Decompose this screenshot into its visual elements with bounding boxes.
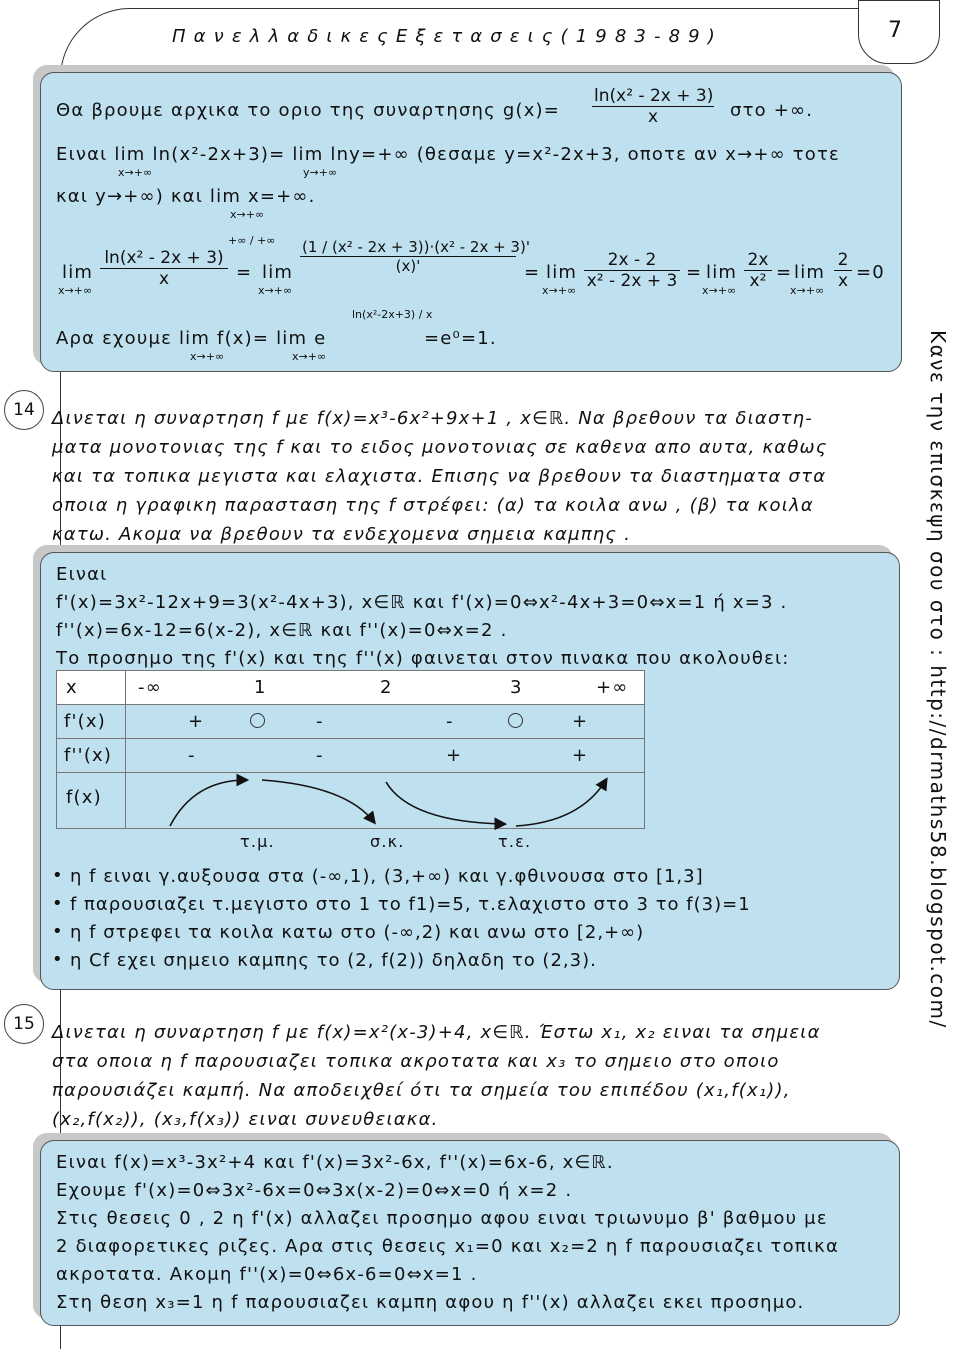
zero-marker-3 — [508, 713, 523, 728]
box1-line5-sub2: x→+∞ — [292, 350, 327, 363]
box3-line-1: Ειναι f(x)=x³-3x²+4 και f'(x)=3x²-6x, f''(x)=6x-6, x∈ℝ. — [56, 1152, 614, 1173]
box3-line-3: Στις θεσεις 0 , 2 η f'(x) αλλαζει προσημο αφου ειναι τριωνυμο β' βαθμου με — [56, 1208, 828, 1229]
point-label-inflection: σ.κ. — [370, 832, 405, 851]
side-url-text: Κανε την επισκεψη σου στο : http://drmaths58.blogspot.com/ — [926, 330, 950, 1029]
q15-line-3: παρουσιάζει καμπή. Να αποδειχθεί ότι τα σημεία του επιπέδου (x₁,f(x₁)), — [52, 1080, 791, 1101]
equals-3: = — [686, 262, 703, 283]
monotonicity-arrows — [124, 772, 644, 832]
q14-line-1: Δινεται η συναρτηση f με f(x)=x³-6x²+9x+1 , x∈ℝ. Να βρεθουν τα διαστη- — [52, 408, 813, 429]
box1-line1-end: στο +∞. — [730, 100, 814, 121]
f1-sign: + — [188, 711, 205, 732]
table-label-f1: f'(x) — [64, 711, 106, 732]
conclusion-bullet-4: • η Cf εχει σημειο καμπης το (2, f(2)) δηλαδη το (2,3). — [70, 950, 597, 971]
table-x-value: 1 — [254, 677, 267, 698]
box1-line3: και y→+∞) και lim x=+∞. — [56, 186, 316, 207]
box3-line-2: Εχουμε f'(x)=0⇔3x²-6x=0⇔3x(x-2)=0⇔x=0 ή x=2 . — [56, 1180, 573, 1201]
box3-line-6: Στη θεση x₃=1 η f παρουσιαζει καμπη αφου η f''(x) αλλαζει εκει προσημο. — [56, 1292, 805, 1313]
q15-line-2: στα οποια η f παρουσιαζει τοπικα ακροτατα και x₃ το σημειο στο οποιο — [52, 1051, 780, 1072]
limit-1: lim — [62, 262, 94, 283]
increasing-concave-up-arrow — [516, 780, 606, 826]
hopital-tag: +∞ / +∞ — [228, 234, 276, 247]
q15-line-4: (x₂,f(x₂)), (x₃,f(x₃)) ειναι συνευθειακα. — [52, 1109, 439, 1130]
box1-line2-sub1: x→+∞ — [118, 166, 153, 179]
box3-line-5: ακροτατα. Ακομη f''(x)=0⇔6x-6=0⇔x=1 . — [56, 1264, 478, 1285]
limit-fraction-3: $\frac{2x - 2}{\text{x² - 2x + 3}}$ — [584, 250, 680, 291]
point-label-max: τ.μ. — [240, 832, 275, 851]
table-label-x: x — [66, 677, 78, 698]
decreasing-concave-down-arrow — [262, 780, 374, 822]
table-label-f: f(x) — [66, 787, 102, 808]
q14-line-2: ματα μονοτονιας της f και το ειδος μονοτονιας σε καθενα απο αυτα, καθως — [52, 437, 828, 458]
limit-4-sub: x→+∞ — [702, 284, 737, 297]
q14-line-3: και τα τοπικα μεγιστα και ελαχιστα. Επισης να βρεθουν τα διαστηματα στα — [52, 466, 827, 487]
box2-line-2: f'(x)=3x²-12x+9=3(x²-4x+3), x∈ℝ και f'(x)=0⇔x²-4x+3=0⇔x=1 ή x=3 . — [56, 592, 788, 613]
point-label-min: τ.ε. — [498, 832, 532, 851]
box2-line-3: f''(x)=6x-12=6(x-2), x∈ℝ και f''(x)=0⇔x=2 . — [56, 620, 508, 641]
box1-line3-sub: x→+∞ — [230, 208, 265, 221]
limit-2-sub: x→+∞ — [258, 284, 293, 297]
q14-line-4: οποια η γραφικη παρασταση της f στρέφει: (α) τα κοιλα ανω , (β) τα κοιλα — [52, 495, 814, 516]
box1-line2-sub2: y→+∞ — [303, 166, 338, 179]
box2-line-4: Το προσημο της f'(x) και της f''(x) φαινεται στον πινακα που ακολουθει: — [56, 648, 790, 669]
decreasing-concave-up-arrow — [386, 782, 504, 824]
q15-line-1: Δινεται η συναρτηση f με f(x)=x²(x-3)+4, x∈ℝ. Έστω x₁, x₂ ειναι τα σημεια — [52, 1022, 821, 1043]
limit-5-sub: x→+∞ — [790, 284, 825, 297]
f2-sign: - — [188, 745, 196, 766]
limit-fraction-1: $\frac{\text{ln(x² - 2x + 3)}}{x}$ — [100, 248, 228, 289]
limit-2: lim — [262, 262, 294, 283]
conclusion-bullet-3: • η f στρεφει τα κοιλα κατω στο (-∞,2) και ανω στο [2,+∞) — [70, 922, 644, 943]
equals-4: = — [776, 262, 793, 283]
f1-sign: + — [572, 711, 589, 732]
limit-fraction-2: $\frac{\text{(1 / (x² - 2x + 3))·(x² - 2x + 3)'}}{(x)'}$ — [302, 238, 530, 275]
table-x-value: 3 — [510, 677, 523, 698]
limit-3-sub: x→+∞ — [542, 284, 577, 297]
limit-3: lim — [546, 262, 578, 283]
page-number: 7 — [888, 18, 902, 43]
conclusion-bullet-1: • η f ειναι γ.αυξουσα στα (-∞,1), (3,+∞) και γ.φθινουσα στο [1,3] — [70, 866, 704, 887]
f2-sign: + — [446, 745, 463, 766]
conclusion-bullet-2: • f παρουσιαζει τ.μεγιστο στο 1 το f1)=5, τ.ελαχιστο στο 3 το f(3)=1 — [70, 894, 751, 915]
box1-line5-sub1: x→+∞ — [190, 350, 225, 363]
question-number-15: 15 — [4, 1004, 44, 1044]
equals-1: = — [236, 262, 253, 283]
table-x-value: 2 — [380, 677, 393, 698]
table-x-value: +∞ — [596, 677, 629, 698]
f1-sign: - — [446, 711, 454, 732]
q14-line-5: κατω. Ακομα να βρεθουν τα ενδεχομενα σημεια καμπης . — [52, 524, 631, 545]
table-label-f2: f''(x) — [64, 745, 113, 766]
limit-fraction-4: $\frac{2x}{\text{x²}}$ — [744, 250, 772, 291]
table-x-value: -∞ — [138, 677, 162, 698]
zero-marker-1 — [250, 713, 265, 728]
equals-2: = — [524, 262, 541, 283]
limit-1-sub: x→+∞ — [58, 284, 93, 297]
limit-result: =0 — [856, 262, 885, 283]
box1-line5: Αρα εχουμε lim f(x)= lim e — [56, 328, 327, 349]
f2-sign: - — [316, 745, 324, 766]
box3-line-4: 2 διαφορετικες ριζες. Αρα στις θεσεις x₁=0 και x₂=2 η f παρουσιαζει τοπικα — [56, 1236, 840, 1257]
box1-line5-exponent: ln(x²-2x+3) / x — [352, 308, 433, 321]
box1-line1: Θα βρουμε αρχικα το οριο της συναρτησης g(x)= — [56, 100, 561, 121]
box1-fraction-g: $\frac{\text{ln(x² - 2x + 3)}}{x}$ — [594, 86, 714, 127]
box1-line2: Ειναι lim ln(x²-2x+3)= lim lny=+∞ (θεσαμε y=x²-2x+3, οποτε αν x→+∞ τοτε — [56, 144, 840, 165]
question-number-14: 14 — [4, 390, 44, 430]
increasing-concave-down-arrow — [170, 780, 246, 826]
limit-5: lim — [794, 262, 826, 283]
box2-line-1: Ειναι — [56, 564, 108, 585]
f1-sign: - — [316, 711, 324, 732]
f2-sign: + — [572, 745, 589, 766]
limit-4: lim — [706, 262, 738, 283]
box1-line5-end: =e⁰=1. — [424, 328, 497, 349]
limit-fraction-5: $\frac{2}{x}$ — [834, 250, 852, 291]
page-header: Π α ν ε λ λ α δ ι κ ε ς Ε ξ ε τ α σ ε ι ς ( 1 9 8 3 - 8 9 ) — [172, 26, 716, 47]
